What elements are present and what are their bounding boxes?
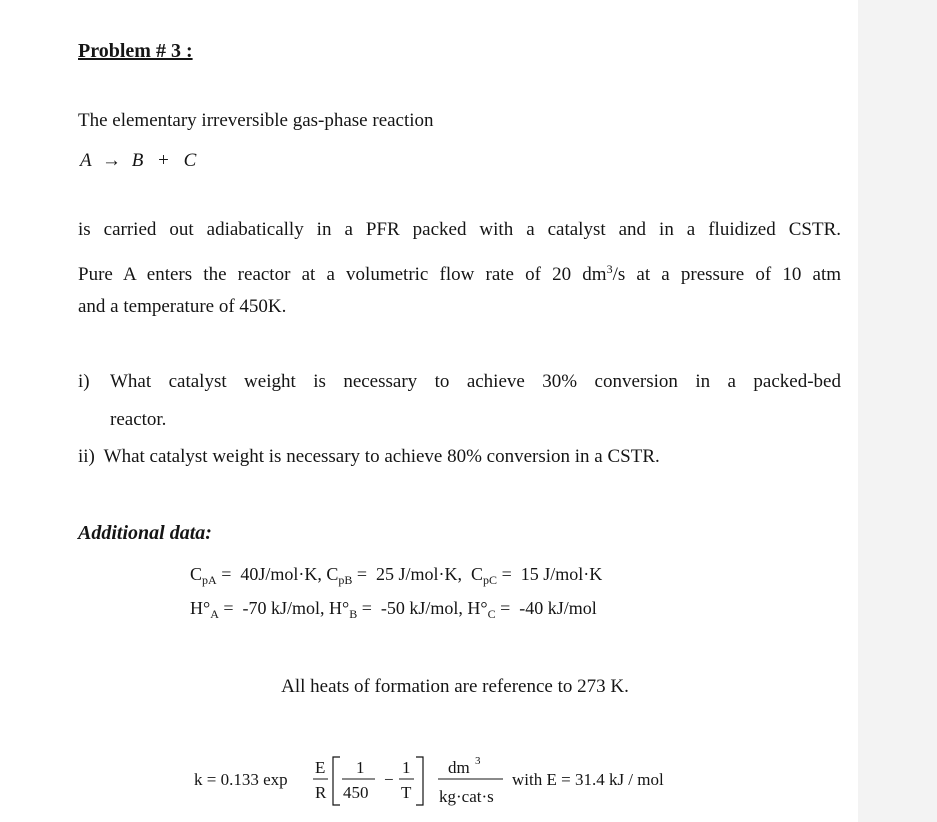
- question-1-number: i): [78, 371, 90, 392]
- question-1-continuation: reactor.: [110, 409, 167, 430]
- question-1-text: What catalyst weight is necessary to achieve 30% conversion in a packed-bed: [110, 371, 841, 392]
- question-2-text: What catalyst weight is necessary to achieve 80% conversion in a CSTR.: [103, 446, 660, 467]
- paragraph-line-2-text: Pure A enters the reactor at a volumetric flow rate of 20 dm: [78, 264, 607, 285]
- plus-sign: +: [158, 150, 169, 171]
- e-label: E: [315, 758, 326, 777]
- cpc: $C_{pC} = 15$ J/mol·K: [471, 564, 603, 587]
- paragraph-line-2: [78, 258, 841, 286]
- reaction-arrow: →: [102, 150, 122, 171]
- right-bracket: [416, 757, 423, 805]
- superscript-3: 3: [606, 262, 613, 276]
- unit-denominator: kg·cat·s: [439, 787, 494, 806]
- reaction-equation: [80, 150, 196, 172]
- species-a: A: [80, 150, 92, 171]
- paragraph-line-2-end: /s at a pressure of 10 atm: [612, 264, 841, 285]
- question-1: [78, 371, 841, 431]
- with-e-value: with E = 31.4 kJ / mol: [512, 770, 664, 789]
- reference-note: All heats of formation are reference to 273 K.: [281, 676, 629, 697]
- problem-title: Problem # 3 :: [78, 40, 193, 62]
- paragraph-line-1: is carried out adiabatically in a PFR packed with a catalyst and in a fluidized CSTR.: [78, 219, 841, 240]
- ha: $H^\circ_A = -70$ kJ/mol,: [190, 598, 330, 621]
- left-bracket: [333, 757, 340, 805]
- scan-edge-shade: [858, 0, 937, 822]
- question-2: [78, 446, 660, 468]
- species-b: B: [131, 150, 144, 171]
- species-c: C: [183, 150, 197, 171]
- intro-text: The elementary irreversible gas-phase reaction: [78, 110, 434, 131]
- rate-lhs: k = 0.133 exp: [194, 770, 288, 789]
- paragraph-line-3: and a temperature of 450K.: [78, 296, 287, 317]
- unit-superscript: 3: [475, 755, 481, 767]
- t450-label: 450: [343, 783, 369, 802]
- minus-sign: −: [384, 770, 394, 789]
- additional-data-heading: Additional data:: [78, 522, 212, 544]
- r-label: R: [315, 783, 327, 802]
- cpa: $C_{pA} = 40J/mol\cdot K$,: [190, 564, 327, 587]
- unit-numerator: dm: [448, 758, 470, 777]
- heat-capacity-line: [190, 564, 602, 588]
- one-over-450-num: 1: [356, 758, 365, 777]
- question-2-number: ii): [78, 446, 95, 467]
- hc: $H^\circ_C = -40$ kJ/mol: [467, 598, 597, 621]
- hb: $H^\circ_B = -50$ kJ/mol,: [329, 598, 468, 621]
- one-over-t-num: 1: [402, 758, 411, 777]
- rate-equation: [190, 745, 730, 820]
- t-label: T: [401, 783, 412, 802]
- cpb: $C_{pB} = 25$ J/mol·K,: [326, 564, 472, 587]
- enthalpy-line: [190, 598, 597, 622]
